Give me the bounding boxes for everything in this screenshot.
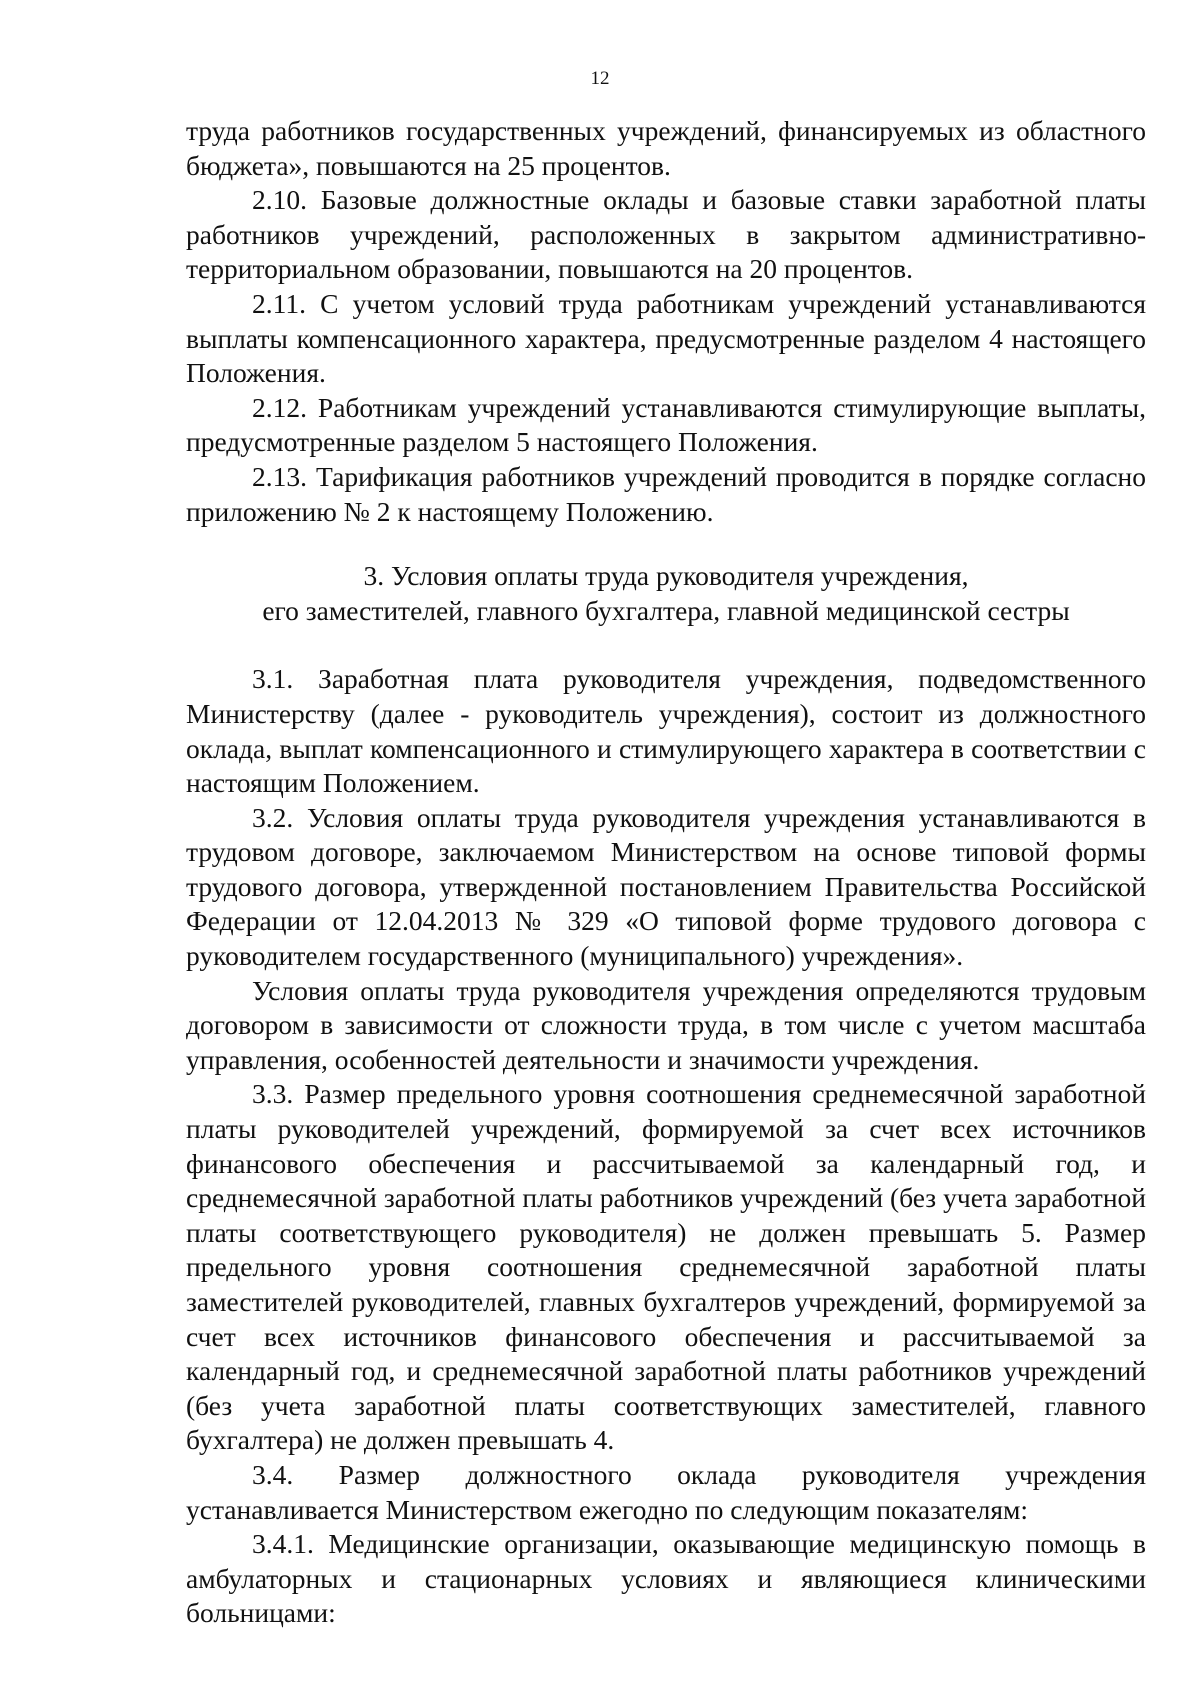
paragraph-p-3-4-1: 3.4.1. Медицинские организации, оказывающие медицинскую помощь в амбулаторных и стационарных условиях и являющиеся клиническими больницами: <box>186 1528 1146 1629</box>
paragraph-p-2-11: 2.11. С учетом условий труда работникам учреждений устанавливаются выплаты компенсационного характера, предусмотренные разделом 4 настоящего Положения. <box>186 287 1146 389</box>
paragraphs-before <box>186 114 1146 529</box>
paragraphs-after <box>186 662 1146 1631</box>
paragraph-p-2-10: 2.10. Базовые должностные оклады и базовые ставки заработной платы работников учреждений, расположенных в закрытом административно-территориальном образовании, повышаются на 20 процентов. <box>186 184 1146 285</box>
paragraph-p-3-2b: Условия оплаты труда руководителя учреждения определяются трудовым договором в зависимости от сложности труда, в том числе с учетом масштаба управления, особенностей деятельности и значимости учреждения. <box>186 974 1146 1075</box>
paragraph-p-2-12: 2.12. Работникам учреждений устанавливаются стимулирующие выплаты, предусмотренные разделом 5 настоящего Положения. <box>186 391 1146 458</box>
paragraph-p-2-13: 2.13. Тарификация работников учреждений проводится в порядке согласно приложению № 2 к настоящему Положению. <box>186 460 1146 527</box>
paragraph-p-3-2: 3.2. Условия оплаты труда руководителя учреждения устанавливаются в трудовом договоре, заключаемом Министерством на основе типовой формы трудового договора, утвержденной постановлением Правительства Российской Федерации от 12.04.2013 № 329 «О типовой форме трудового договора с руководителем государственного (муниципального) учреждения». <box>186 801 1146 972</box>
page-number: 12 <box>590 68 610 89</box>
document-body <box>186 114 1146 1631</box>
paragraph-p-3-4: 3.4. Размер должностного оклада руководителя учреждения устанавливается Министерством ежегодно по следующим показателям: <box>186 1458 1146 1525</box>
section-heading <box>186 559 1146 628</box>
paragraph-p-3-1: 3.1. Заработная плата руководителя учреждения, подведомственного Министерству (далее - руководитель учреждения), состоит из должностного оклада, выплат компенсационного и стимулирующего характера в соответствии с настоящим Положением. <box>186 663 1146 799</box>
paragraph-p-cont: труда работников государственных учреждений, финансируемых из областного бюджета», повышаются на 25 процентов. <box>186 115 1146 181</box>
paragraph-p-3-3: 3.3. Размер предельного уровня соотношения среднемесячной заработной платы руководителей учреждений, формируемой за счет всех источников финансового обеспечения и рассчитываемой за календарный год, и среднемесячной заработной платы работников учреждений (без учета заработной платы соответствующего руководителя) не должен превышать 5. Размер предельного уровня соотношения среднемесячной заработной платы заместителей руководителей, главных бухгалтеров учреждений, формируемой за счет всех источников финансового обеспечения и рассчитываемой за календарный год, и среднемесячной заработной платы работников учреждений (без учета заработной платы соответствующих заместителей, главного бухгалтера) не должен превышать 4. <box>186 1078 1146 1456</box>
section-heading-line2: его заместителей, главного бухгалтера, главной медицинской сестры <box>262 594 1070 626</box>
section-heading-line1: 3. Условия оплаты труда руководителя учреждения, <box>363 560 969 592</box>
